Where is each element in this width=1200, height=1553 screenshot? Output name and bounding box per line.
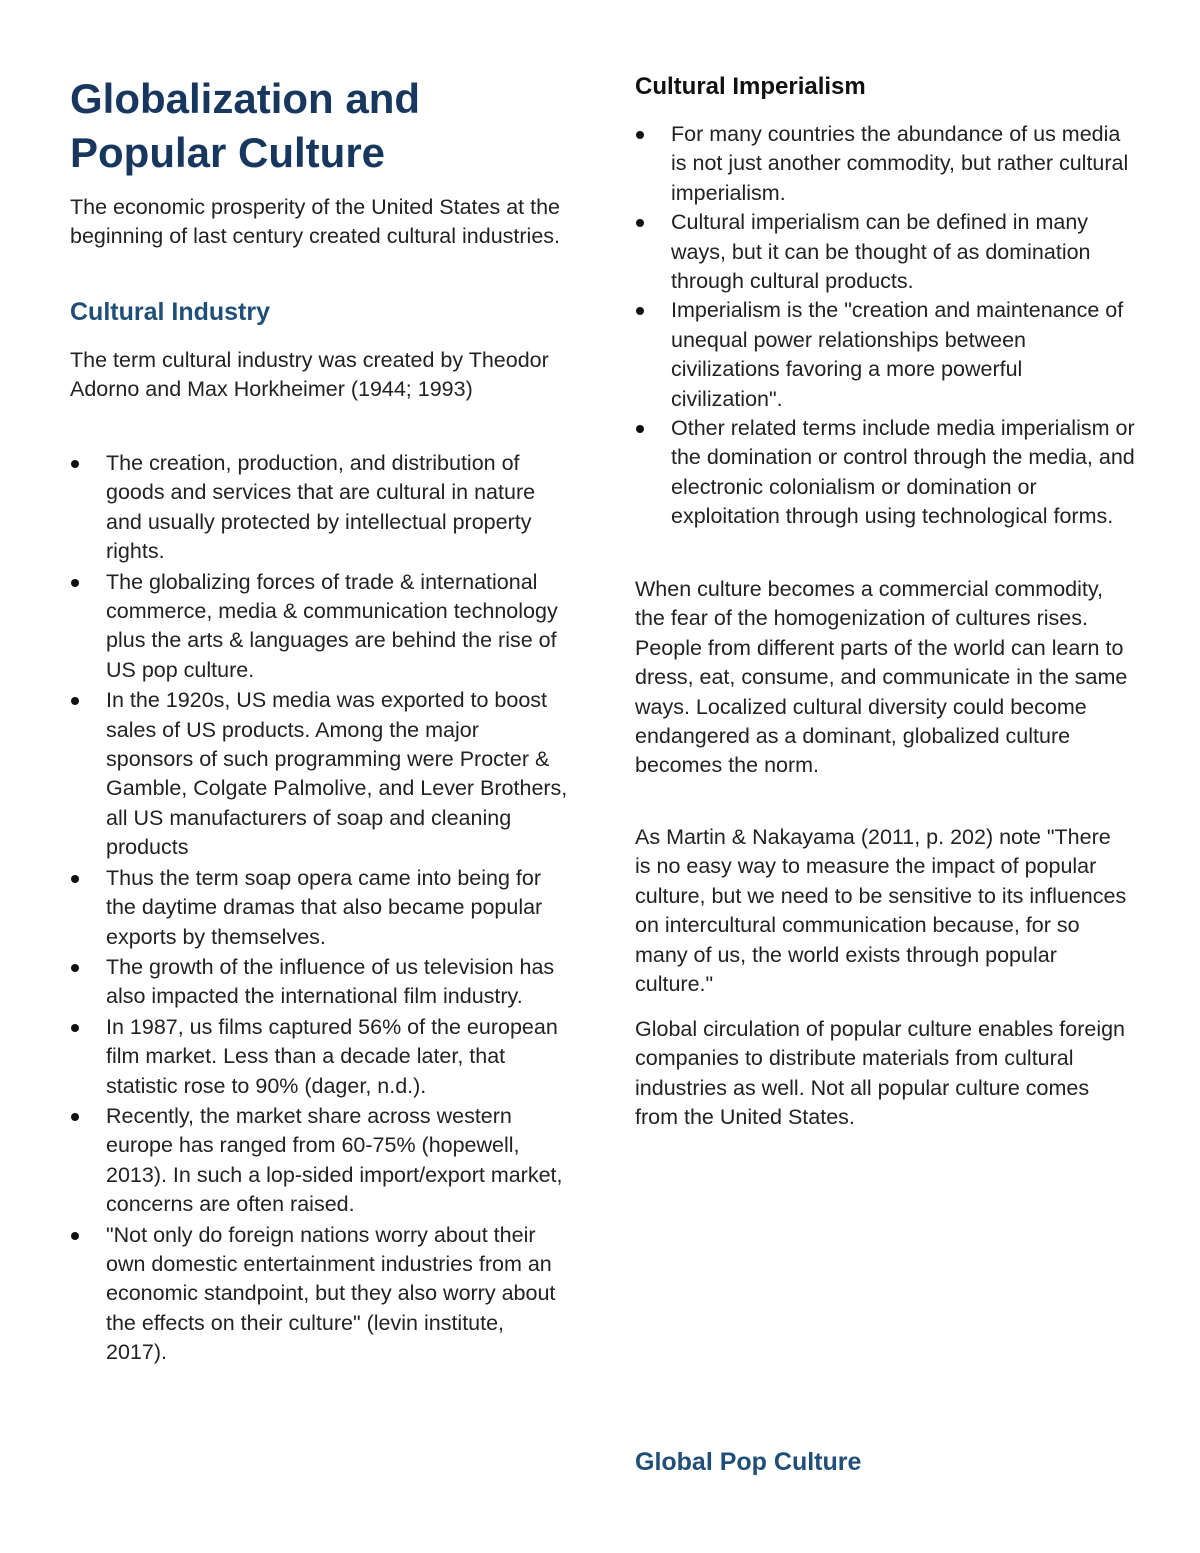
list-item: Cultural imperialism can be defined in many ways, but it can be thought of as domination through cultural products. xyxy=(635,208,1135,296)
intro-paragraph: The economic prosperity of the United States at the beginning of last century created cultural industries. xyxy=(70,195,560,249)
bullet-icon xyxy=(71,1232,79,1240)
bullet-icon xyxy=(636,307,644,315)
bullet-icon xyxy=(636,131,644,139)
bullet-icon xyxy=(71,1113,79,1121)
list-item: The creation, production, and distribution of goods and services that are cultural in nature and usually protected by intellectual property rights. xyxy=(70,449,570,567)
bullet-icon xyxy=(71,875,79,883)
bullet-icon xyxy=(71,964,79,972)
cultural-industry-list xyxy=(70,449,570,1368)
page-title xyxy=(70,72,420,180)
list-item: Thus the term soap opera came into being for the daytime dramas that also became popular exports by themselves. xyxy=(70,864,570,952)
bullet-icon xyxy=(71,460,79,468)
global-circulation-paragraph: Global circulation of popular culture enables foreign companies to distribute materials from cultural industries as well. Not all popular culture comes from the United States. xyxy=(635,1017,1126,1130)
heading-cultural-industry: Cultural Industry xyxy=(70,298,271,326)
list-item: Imperialism is the "creation and maintenance of unequal power relationships between civilizations favoring a more powerful civilization". xyxy=(635,296,1135,414)
list-item: Recently, the market share across western europe has ranged from 60-75% (hopewell, 2013). In such a lop-sided import/export market, concerns are often raised. xyxy=(70,1102,570,1220)
bullet-icon xyxy=(636,425,644,433)
heading-cultural-imperialism: Cultural Imperialism xyxy=(635,73,866,100)
list-item: Other related terms include media imperialism or the domination or control through the media, and electronic colonialism or domination or exploitation through using technological forms. xyxy=(635,414,1135,532)
cultural-industry-intro: The term cultural industry was created by Theodor Adorno and Max Horkheimer (1944; 1993) xyxy=(70,348,549,402)
page-title-line2: Popular Culture xyxy=(70,129,386,176)
bullet-icon xyxy=(71,1024,79,1032)
homogenization-paragraph: When culture becomes a commercial commodity, the fear of the homogenization of cultures rises. People from different parts of the world can learn to dress, eat, consume, and communicate in the same ways. Localized cultural diversity could become endangered as a dominant, globalized culture becomes the norm. xyxy=(635,577,1128,778)
cultural-imperialism-list xyxy=(635,120,1135,532)
list-item: The globalizing forces of trade & international commerce, media & communication technology plus the arts & languages are behind the rise of US pop culture. xyxy=(70,568,570,686)
bullet-icon xyxy=(71,579,79,587)
heading-global-pop-culture: Global Pop Culture xyxy=(635,1448,862,1476)
page-title-line1: Globalization and xyxy=(70,75,421,122)
list-item: "Not only do foreign nations worry about their own domestic entertainment industries from an economic standpoint, but they also worry about the effects on their culture" (levin institute, 2017). xyxy=(70,1221,570,1368)
bullet-icon xyxy=(71,697,79,705)
list-item: The growth of the influence of us television has also impacted the international film industry. xyxy=(70,953,570,1012)
list-item: For many countries the abundance of us media is not just another commodity, but rather cultural imperialism. xyxy=(635,120,1135,208)
bullet-icon xyxy=(636,219,644,227)
list-item: In the 1920s, US media was exported to boost sales of US products. Among the major sponsors of such programming were Procter & Gamble, Colgate Palmolive, and Lever Brothers, all US manufacturers of soap and cleaning products xyxy=(70,686,570,862)
list-item: In 1987, us films captured 56% of the european film market. Less than a decade later, that statistic rose to 90% (dager, n.d.). xyxy=(70,1013,570,1101)
martin-nakayama-paragraph: As Martin & Nakayama (2011, p. 202) note "There is no easy way to measure the impact of popular culture, but we need to be sensitive to its influences on intercultural communication because, for so many of us, the world exists through popular culture." xyxy=(635,825,1127,997)
